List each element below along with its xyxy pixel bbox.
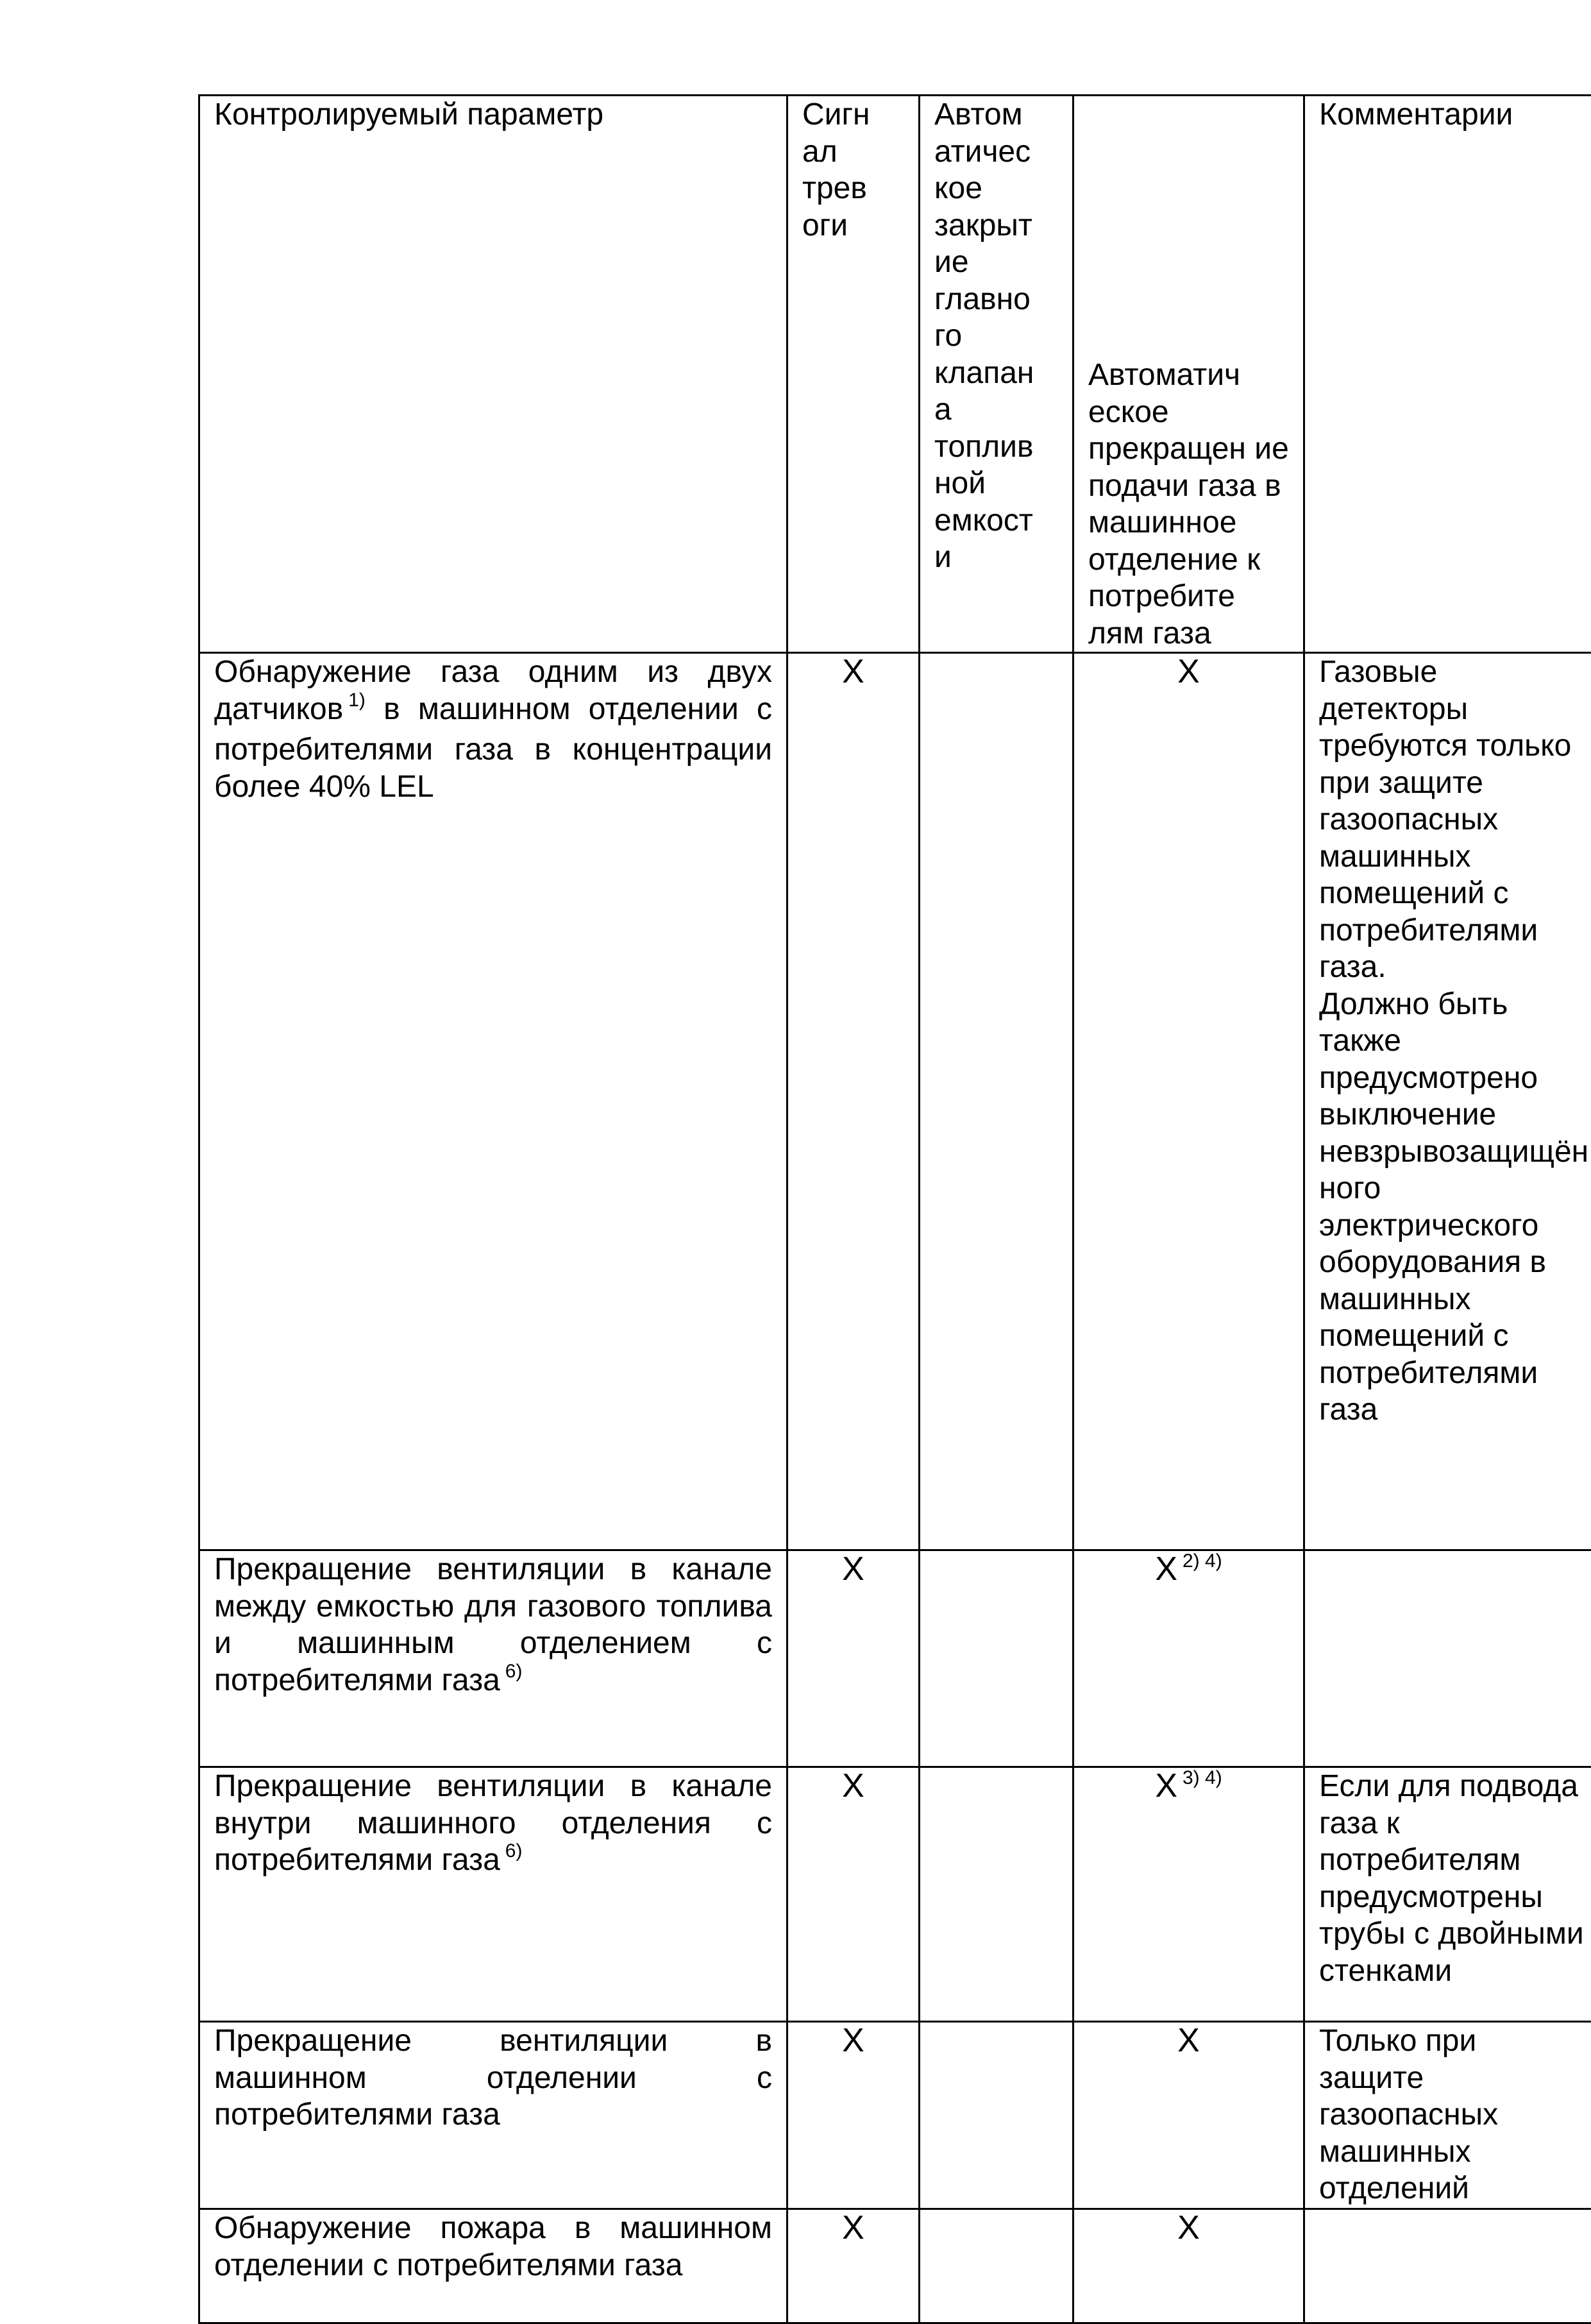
row-4-main-valve (920, 2022, 1073, 2209)
header-alarm: Сигн ал трев оги (787, 96, 920, 653)
table-row (199, 653, 1591, 1550)
footnote-marker: 1) (348, 690, 366, 711)
row-1-parameter: Обнаружение газа одним из двух датчиков $^{1)}$ в машинном отделении с потребителями газа в концентрации более 40% LEL (199, 653, 787, 1550)
header-parameter: Контролируемый параметр (199, 96, 787, 653)
row-5-comments (1304, 2209, 1591, 2323)
row-3-gas-supply-stop: X $^{3) 4)}$ (1073, 1767, 1304, 2022)
row-1-main-valve (920, 653, 1073, 1550)
row-2-parameter: Прекращение вентиляции в канале между емкостью для газового топлива и машинным отделением с потребителями газа $^{6)}$ (199, 1550, 787, 1767)
row-4-comments: Только при защите газоопасных машинных отделений (1304, 2022, 1591, 2209)
table-row (199, 1767, 1591, 2022)
row-4-gas-supply-stop: X (1073, 2022, 1304, 2209)
row-2-main-valve (920, 1550, 1073, 1767)
row-3-parameter: Прекращение вентиляции в канале внутри машинного отделения с потребителями газа $^{6)}$ (199, 1767, 787, 2022)
gas-safety-control-table (198, 94, 1591, 2324)
row-5-alarm: X (787, 2209, 920, 2323)
footnote-marker: 6) (505, 1661, 523, 1682)
row-1-alarm: X (787, 653, 920, 1550)
row-5-parameter: Обнаружение пожара в машинном отделении с потребителями газа (199, 2209, 787, 2323)
row-2-gas-supply-stop: X $^{2) 4)}$ (1073, 1550, 1304, 1767)
row-5-main-valve (920, 2209, 1073, 2323)
row-3-comments: Если для подвода газа к потребителям предусмотрены трубы с двойными стенками (1304, 1767, 1591, 2022)
row-2-alarm: X (787, 1550, 920, 1767)
footnote-marker: 3) 4) (1183, 1767, 1222, 1788)
header-gas-supply-stop: Автоматич еское прекращен ие подачи газа в машинное отделение к потребите лям газа (1073, 96, 1304, 653)
header-main-valve: Автом атичес кое закрыт ие главно го клапан а топлив ной емкост и (920, 96, 1073, 653)
row-3-alarm: X (787, 1767, 920, 2022)
header-comments: Комментарии (1304, 96, 1591, 653)
footnote-marker: 6) (505, 1840, 523, 1862)
table-header-row (199, 96, 1591, 653)
table-row (199, 2022, 1591, 2209)
row-1-comments: Газовые детекторы требуются только при защите газоопасных машинных помещений с потребителями газа. Должно быть также предусмотрено выключение невзрывозащищён ного электрического оборудования в машинных помещений с потребителями газа (1304, 653, 1591, 1550)
row-1-gas-supply-stop: X (1073, 653, 1304, 1550)
row-2-comments (1304, 1550, 1591, 1767)
row-4-alarm: X (787, 2022, 920, 2209)
footnote-marker: 2) 4) (1183, 1550, 1222, 1572)
table-row (199, 1550, 1591, 1767)
row-5-gas-supply-stop: X (1073, 2209, 1304, 2323)
row-4-parameter: Прекращение вентиляции в машинном отделении с потребителями газа (199, 2022, 787, 2209)
row-3-main-valve (920, 1767, 1073, 2022)
table-row (199, 2209, 1591, 2323)
